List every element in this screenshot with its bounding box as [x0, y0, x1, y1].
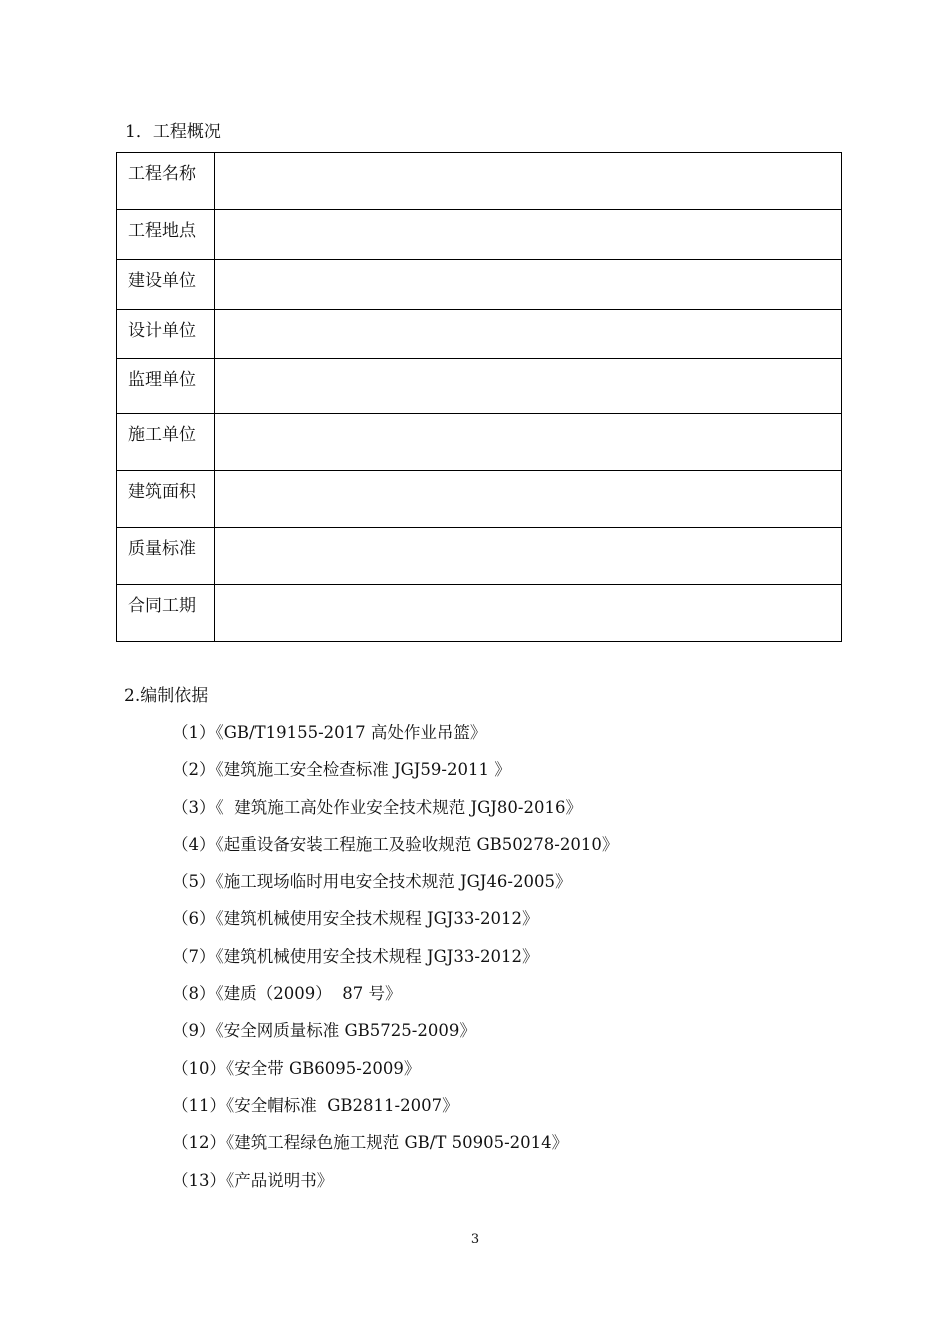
row-label: 监理单位 [117, 359, 215, 414]
list-item: （11）《安全帽标准 GB2811-2007》 [172, 1095, 459, 1115]
list-item: （6）《建筑机械使用安全技术规程 JGJ33-2012》 [172, 909, 539, 929]
list-item: （1）《GB/T19155-2017 高处作业吊篮》 [172, 723, 487, 742]
row-label: 设计单位 [117, 310, 215, 359]
table-row [117, 210, 842, 260]
table-row [117, 260, 842, 310]
table-row [117, 471, 842, 528]
row-value [215, 528, 842, 585]
row-value [215, 153, 842, 210]
list-item: （5）《施工现场临时用电安全技术规范 JGJ46-2005》 [172, 872, 572, 892]
section-1-title: 1．工程概况 [125, 122, 221, 142]
row-label: 质量标准 [117, 528, 215, 585]
project-overview-table [116, 152, 842, 642]
row-label: 工程名称 [117, 153, 215, 210]
row-label: 合同工期 [117, 585, 215, 642]
row-label: 施工单位 [117, 414, 215, 471]
row-value [215, 260, 842, 310]
row-value [215, 414, 842, 471]
row-label: 工程地点 [117, 210, 215, 260]
page-number: 3 [470, 1232, 480, 1247]
table-row [117, 153, 842, 210]
list-item: （8）《建质（2009） 87 号》 [172, 984, 402, 1004]
section-2-title: 2.编制依据 [124, 686, 209, 706]
list-item: （2）《建筑施工安全检查标准 JGJ59-2011 》 [172, 760, 511, 780]
row-value [215, 585, 842, 642]
list-item: （3）《 建筑施工高处作业安全技术规范 JGJ80-2016》 [172, 797, 582, 817]
table-row [117, 310, 842, 359]
table-row [117, 359, 842, 414]
list-item: （13）《产品说明书》 [172, 1170, 334, 1190]
row-value [215, 210, 842, 260]
table-row [117, 414, 842, 471]
row-label: 建筑面积 [117, 471, 215, 528]
row-value [215, 471, 842, 528]
list-item: （9）《安全网质量标准 GB5725-2009》 [172, 1021, 476, 1041]
table-row [117, 528, 842, 585]
row-label: 建设单位 [117, 260, 215, 310]
list-item: （12）《建筑工程绿色施工规范 GB/T 50905-2014》 [172, 1133, 569, 1153]
list-item: （10）《安全带 GB6095-2009》 [172, 1058, 421, 1078]
list-item: （4）《起重设备安装工程施工及验收规范 GB50278-2010》 [172, 834, 619, 854]
reference-list [172, 722, 618, 1207]
list-item: （7）《建筑机械使用安全技术规程 JGJ33-2012》 [172, 946, 539, 966]
table-row [117, 585, 842, 642]
row-value [215, 359, 842, 414]
row-value [215, 310, 842, 359]
